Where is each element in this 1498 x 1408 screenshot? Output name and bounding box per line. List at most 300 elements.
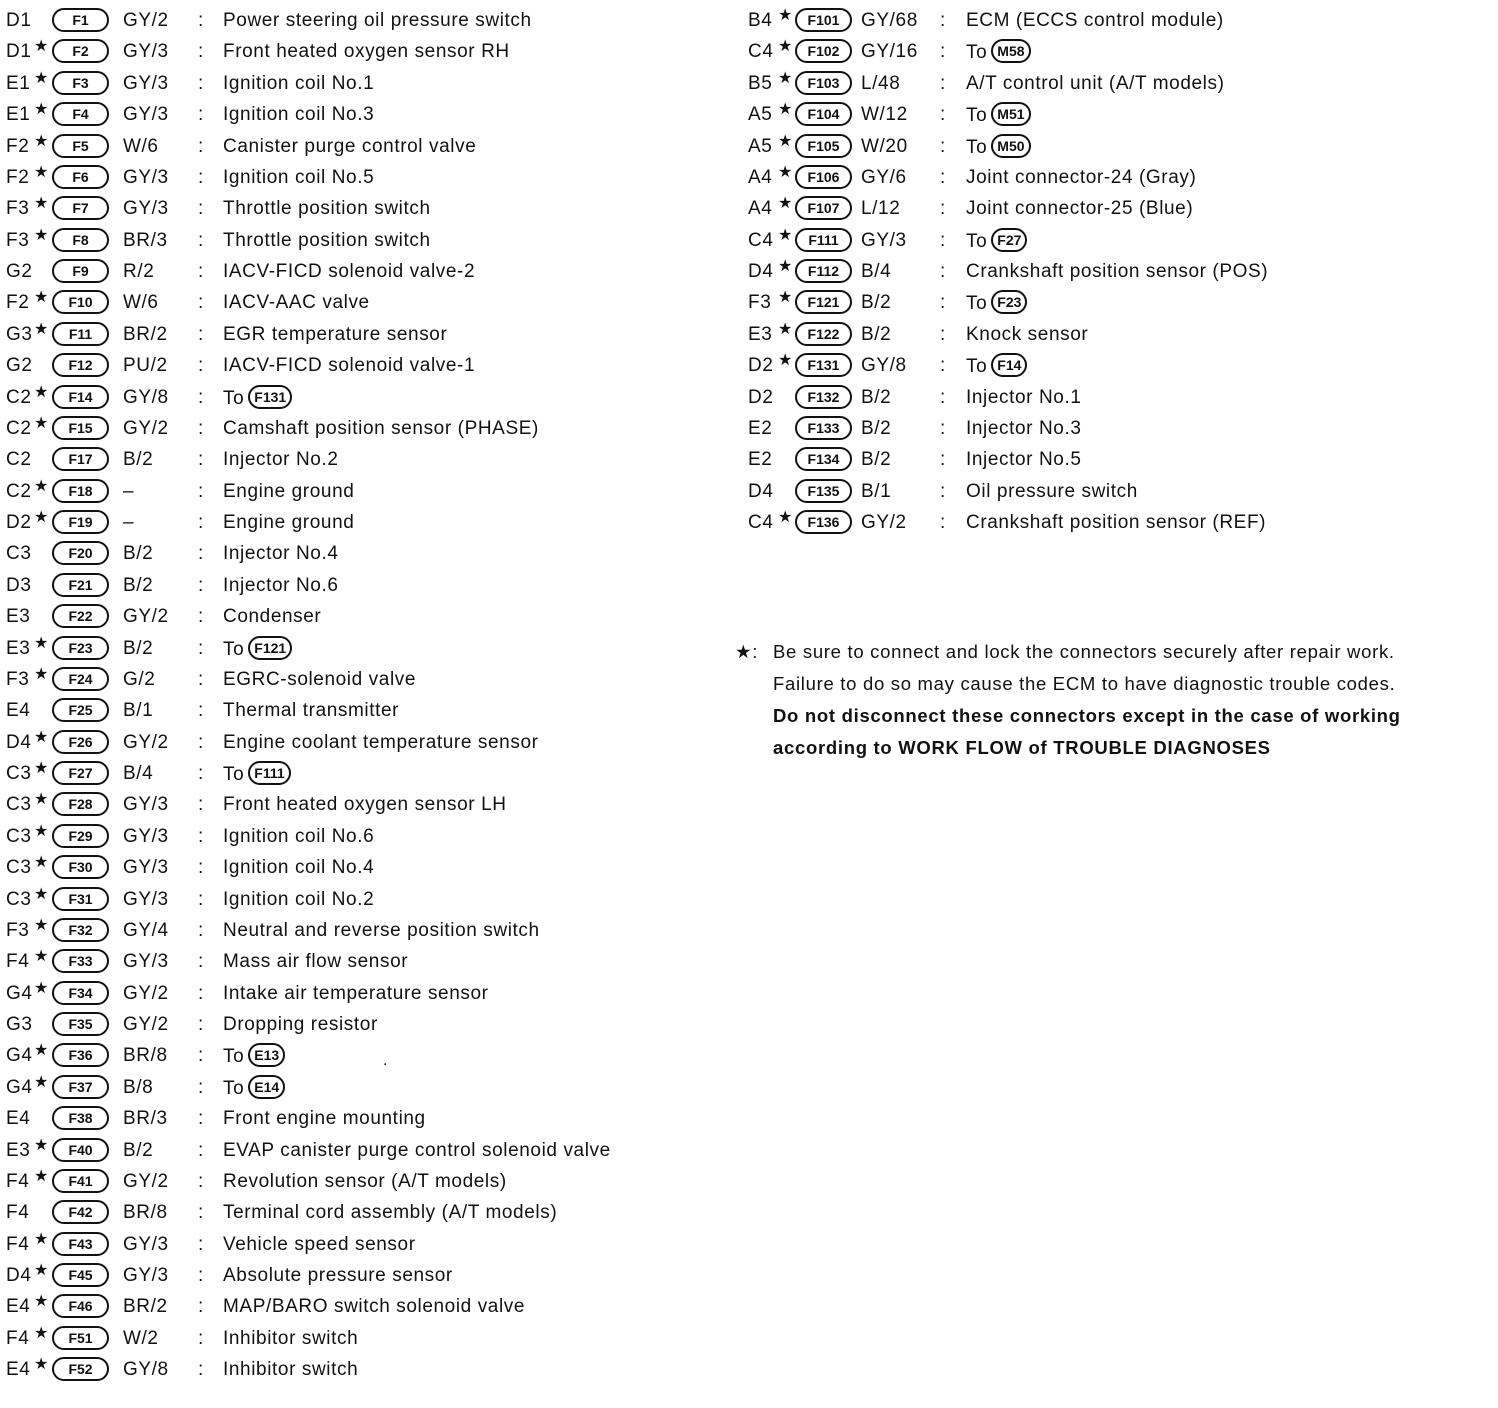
connector-description: [223, 1077, 285, 1101]
grid-reference: F3: [748, 292, 772, 314]
wire-color-pins: GY/2: [123, 982, 169, 1004]
grid-reference: G4: [6, 1045, 33, 1067]
wire-color-pins: GY/3: [123, 72, 169, 94]
connector-id-badge: F14: [52, 385, 109, 409]
grid-reference: G2: [6, 355, 33, 377]
note-bold-line-1: Do not disconnect these connectors except in the case of working: [773, 705, 1401, 726]
grid-reference: F4: [6, 1170, 30, 1192]
connector-id-wrap: [795, 8, 852, 32]
connector-id-badge: F112: [795, 259, 852, 283]
grid-reference: C2: [6, 449, 32, 471]
connector-id-wrap: [52, 353, 109, 377]
connector-description: [966, 230, 1027, 254]
separator-colon: :: [940, 261, 946, 282]
connector-id-wrap: [52, 165, 109, 189]
grid-reference: D4: [6, 731, 32, 753]
wire-color-pins: B/2: [123, 574, 154, 596]
connector-id-wrap: [52, 636, 109, 660]
grid-reference: E4: [6, 1359, 31, 1381]
connector-description: Canister purge control valve: [223, 135, 477, 157]
connector-description: IACV-FICD solenoid valve-2: [223, 261, 476, 282]
star-marker: ★: [34, 916, 49, 934]
star-marker: ★: [778, 132, 793, 150]
wire-color-pins: B/8: [123, 1076, 154, 1098]
connector-id-wrap: [52, 322, 109, 346]
connector-description: Throttle position switch: [223, 229, 431, 251]
connector-id-wrap: [52, 510, 109, 534]
connector-row: [6, 477, 726, 508]
connector-id-badge: F52: [52, 1357, 109, 1381]
separator-colon: :: [940, 166, 946, 188]
star-marker: ★: [34, 1136, 49, 1154]
connector-id-wrap: [52, 39, 109, 63]
wire-color-pins: L/48: [861, 72, 901, 94]
connector-id-badge: F101: [795, 8, 852, 32]
connector-id-wrap: [52, 259, 109, 283]
connector-id-badge: F20: [52, 541, 109, 565]
to-label: To: [966, 293, 988, 315]
wire-color-pins: G/2: [123, 668, 156, 690]
connector-id-wrap: [52, 1232, 109, 1256]
connector-id-badge: F2: [52, 39, 109, 63]
connector-id-badge: F131: [795, 353, 852, 377]
wire-color-pins: GY/16: [861, 41, 918, 63]
star-marker: ★: [34, 1324, 49, 1342]
star-marker: ★: [34, 1293, 49, 1311]
star-marker: ★: [34, 383, 49, 401]
star-marker: ★: [34, 760, 49, 777]
wire-color-pins: –: [123, 512, 135, 533]
grid-reference: B5: [748, 72, 773, 94]
grid-reference: F3: [6, 229, 30, 251]
separator-colon: :: [940, 10, 946, 31]
connector-row: [6, 1198, 726, 1229]
star-marker: ★: [778, 101, 793, 119]
wire-color-pins: W/6: [123, 135, 159, 157]
star-marker: ★: [34, 101, 49, 119]
connector-description: IACV-FICD solenoid valve-1: [223, 355, 476, 377]
wire-color-pins: GY/8: [123, 386, 169, 408]
connector-id-badge: F23: [52, 636, 109, 660]
star-marker: ★: [778, 38, 793, 56]
separator-colon: :: [198, 198, 204, 220]
wire-color-pins: R/2: [123, 261, 155, 282]
separator-colon: :: [198, 41, 204, 63]
connector-id-badge: F5: [52, 134, 109, 158]
grid-reference: D2: [748, 386, 774, 408]
grid-reference: E3: [6, 606, 31, 628]
grid-reference: E2: [748, 417, 773, 439]
connector-id-wrap: [795, 39, 852, 63]
connector-id-badge: F15: [52, 416, 109, 440]
connector-description: Crankshaft position sensor (REF): [966, 512, 1267, 533]
grid-reference: A4: [748, 198, 773, 220]
wire-color-pins: GY/2: [123, 731, 169, 753]
separator-colon: :: [198, 700, 204, 722]
to-label: To: [223, 1077, 245, 1099]
grid-reference: A4: [748, 166, 773, 188]
connector-description: [223, 387, 292, 411]
connector-id-badge: F41: [52, 1169, 109, 1193]
wire-color-pins: GY/3: [123, 104, 169, 126]
connector-row: [6, 602, 726, 633]
connector-id-badge: F34: [52, 981, 109, 1005]
grid-reference: A5: [748, 104, 773, 126]
connector-description: Front engine mounting: [223, 1108, 426, 1130]
grid-reference: D1: [6, 10, 32, 31]
connector-id-wrap: [52, 698, 109, 722]
star-marker: ★: [778, 163, 793, 181]
connector-id-wrap: [52, 1138, 109, 1162]
connector-row: [6, 885, 726, 916]
separator-colon: :: [198, 1170, 204, 1192]
star-marker: ★: [34, 728, 49, 746]
separator-colon: :: [198, 1202, 204, 1224]
connector-id-wrap: [52, 792, 109, 816]
connector-row: [748, 194, 1488, 225]
wire-color-pins: L/12: [861, 198, 901, 220]
connector-id-wrap: [795, 385, 852, 409]
wire-color-pins: W/6: [123, 292, 159, 314]
connector-id-wrap: [795, 353, 852, 377]
star-marker: ★: [34, 854, 49, 872]
separator-colon: :: [198, 1327, 204, 1349]
separator-colon: :: [940, 41, 946, 63]
connector-row: [6, 1104, 726, 1135]
wire-color-pins: B/1: [861, 480, 892, 502]
connector-description: Vehicle speed sensor: [223, 1233, 416, 1255]
connector-id-wrap: [52, 71, 109, 95]
grid-reference: C4: [748, 229, 774, 251]
connector-id-badge: F122: [795, 322, 852, 346]
grid-reference: F2: [6, 166, 30, 188]
grid-reference: F2: [6, 135, 30, 157]
connector-id-badge: F104: [795, 102, 852, 126]
connector-row: [748, 257, 1488, 288]
separator-colon: :: [940, 480, 946, 502]
connector-id-wrap: [52, 385, 109, 409]
star-marker: ★: [34, 163, 49, 181]
grid-reference: E3: [6, 1139, 31, 1161]
grid-reference: G4: [6, 1076, 33, 1098]
grid-reference: C2: [6, 480, 32, 502]
separator-colon: :: [198, 480, 204, 502]
star-marker: ★: [34, 1230, 49, 1248]
connector-description: Throttle position switch: [223, 198, 431, 220]
connector-row: [748, 37, 1488, 68]
note-line-2: Failure to do so may cause the ECM to have diagnostic trouble codes.: [773, 673, 1396, 694]
connector-row: [6, 1073, 726, 1104]
connector-id-badge: F133: [795, 416, 852, 440]
connector-id-badge: F132: [795, 385, 852, 409]
connector-row: [6, 1041, 726, 1072]
connector-id-wrap: [52, 1200, 109, 1224]
connector-description: EVAP canister purge control solenoid valve: [223, 1139, 611, 1161]
connector-description: A/T control unit (A/T models): [966, 72, 1225, 94]
connector-note: [735, 636, 1495, 764]
connector-row: [6, 571, 726, 602]
to-label: To: [966, 105, 988, 127]
connector-id-badge: F135: [795, 479, 852, 503]
separator-colon: :: [940, 323, 946, 345]
grid-reference: C2: [6, 417, 32, 439]
separator-colon: :: [198, 323, 204, 345]
connector-description: Terminal cord assembly (A/T models): [223, 1202, 558, 1224]
connector-description: Ignition coil No.4: [223, 857, 375, 879]
connector-id-wrap: [52, 228, 109, 252]
star-marker: ★: [34, 132, 49, 150]
connector-id-wrap: [52, 573, 109, 597]
grid-reference: G3: [6, 1014, 33, 1035]
connector-id-wrap: [52, 824, 109, 848]
wire-color-pins: GY/3: [123, 857, 169, 879]
separator-colon: :: [198, 1233, 204, 1255]
wire-color-pins: GY/2: [861, 512, 907, 533]
connector-description: [966, 355, 1027, 379]
separator-colon: :: [198, 763, 204, 784]
wire-color-pins: GY/3: [123, 794, 169, 816]
separator-colon: :: [198, 1076, 204, 1098]
connector-id-badge: F102: [795, 39, 852, 63]
separator-colon: :: [940, 292, 946, 314]
connector-row: [6, 383, 726, 414]
connector-description: [223, 763, 291, 787]
connector-id-wrap: [795, 290, 852, 314]
connector-description: IACV-AAC valve: [223, 292, 370, 314]
connector-row: [748, 6, 1488, 37]
connector-id-wrap: [795, 134, 852, 158]
separator-colon: :: [198, 606, 204, 628]
grid-reference: E2: [748, 449, 773, 471]
star-marker: ★: [34, 69, 49, 87]
connector-description: Crankshaft position sensor (POS): [966, 261, 1269, 282]
connector-row: [6, 634, 726, 665]
wire-color-pins: BR/8: [123, 1045, 168, 1067]
star-marker: ★: [34, 226, 49, 244]
connector-description: MAP/BARO switch solenoid valve: [223, 1296, 526, 1318]
connector-id-badge: F28: [52, 792, 109, 816]
connector-id-badge: F105: [795, 134, 852, 158]
separator-colon: :: [940, 417, 946, 439]
connector-id-badge: F17: [52, 447, 109, 471]
connector-row: [6, 853, 726, 884]
wire-color-pins: BR/8: [123, 1202, 168, 1224]
separator-colon: :: [940, 135, 946, 157]
star-marker: ★: [778, 7, 793, 24]
wire-color-pins: GY/2: [123, 417, 169, 439]
wire-color-pins: GY/3: [123, 41, 169, 63]
wire-color-pins: GY/3: [123, 198, 169, 220]
connector-id-badge: F51: [52, 1326, 109, 1350]
wire-color-pins: B/2: [123, 1139, 154, 1161]
grid-reference: D2: [748, 355, 774, 377]
star-marker: ★: [778, 509, 793, 526]
wire-color-pins: BR/2: [123, 323, 168, 345]
connector-id-wrap: [52, 730, 109, 754]
grid-reference: C4: [748, 41, 774, 63]
connector-row: [748, 508, 1488, 539]
connector-id-badge: F134: [795, 447, 852, 471]
connector-id-wrap: [52, 1326, 109, 1350]
connector-row: [6, 100, 726, 131]
connector-id-wrap: [52, 102, 109, 126]
to-label: To: [966, 136, 988, 158]
connector-row: [6, 979, 726, 1010]
separator-colon: :: [198, 794, 204, 816]
grid-reference: F3: [6, 919, 30, 941]
separator-colon: :: [940, 386, 946, 408]
star-marker: ★: [778, 352, 793, 370]
connector-id-badge: F42: [52, 1200, 109, 1224]
wire-color-pins: B/4: [123, 763, 154, 784]
connector-description: [966, 136, 1031, 160]
connector-description: Condenser: [223, 606, 322, 628]
connector-id-wrap: [52, 1263, 109, 1287]
connector-id-wrap: [795, 196, 852, 220]
connector-description: Knock sensor: [966, 323, 1089, 345]
grid-reference: G3: [6, 323, 33, 345]
connector-row: [6, 1324, 726, 1355]
target-connector-badge: F131: [248, 385, 292, 409]
connector-row: [748, 226, 1488, 257]
connector-id-wrap: [795, 259, 852, 283]
wire-color-pins: BR/3: [123, 229, 168, 251]
grid-reference: G2: [6, 261, 33, 282]
star-marker: ★: [34, 477, 49, 495]
separator-colon: :: [198, 731, 204, 753]
star-marker: ★: [34, 822, 49, 840]
connector-id-badge: F22: [52, 604, 109, 628]
connector-description: Ignition coil No.5: [223, 166, 375, 188]
connector-id-badge: F111: [795, 228, 852, 252]
connector-id-wrap: [52, 1012, 109, 1036]
wire-color-pins: BR/3: [123, 1108, 168, 1130]
star-marker: ★: [34, 1356, 49, 1374]
separator-colon: :: [198, 1359, 204, 1381]
connector-description: Engine coolant temperature sensor: [223, 731, 539, 753]
connector-id-badge: F37: [52, 1075, 109, 1099]
connector-row: [6, 257, 726, 288]
wire-color-pins: GY/2: [123, 10, 169, 31]
grid-reference: D4: [748, 480, 774, 502]
connector-id-wrap: [52, 761, 109, 785]
wire-color-pins: B/2: [861, 417, 892, 439]
star-marker: ★: [34, 979, 49, 997]
target-connector-badge: F23: [991, 290, 1027, 314]
connector-row: [6, 226, 726, 257]
separator-colon: :: [198, 512, 204, 533]
wire-color-pins: GY/6: [861, 166, 907, 188]
note-line-1: Be sure to connect and lock the connectors securely after repair work.: [773, 641, 1395, 662]
connector-row: [6, 288, 726, 319]
connector-row: [6, 947, 726, 978]
separator-colon: :: [940, 229, 946, 251]
target-connector-badge: M51: [991, 102, 1030, 126]
connector-row: [6, 132, 726, 163]
connector-description: Injector No.3: [966, 417, 1082, 439]
wire-color-pins: W/2: [123, 1327, 159, 1349]
star-marker: ★: [34, 1262, 49, 1279]
connector-row: [748, 132, 1488, 163]
star-marker: ★: [778, 289, 793, 307]
connector-row: [748, 100, 1488, 131]
to-label: To: [966, 356, 988, 378]
connector-id-wrap: [52, 134, 109, 158]
wire-color-pins: PU/2: [123, 355, 168, 377]
connector-id-wrap: [795, 447, 852, 471]
connector-row: [6, 69, 726, 100]
separator-colon: :: [198, 1045, 204, 1067]
target-connector-badge: F27: [991, 228, 1027, 252]
grid-reference: C2: [6, 386, 32, 408]
connector-description: Inhibitor switch: [223, 1327, 359, 1349]
separator-colon: :: [198, 135, 204, 157]
star-marker: ★: [34, 885, 49, 903]
connector-id-wrap: [52, 918, 109, 942]
grid-reference: C3: [6, 794, 32, 816]
wire-color-pins: GY/3: [123, 1233, 169, 1255]
connector-id-badge: F24: [52, 667, 109, 691]
connector-row: [6, 1136, 726, 1167]
connector-id-badge: F136: [795, 510, 852, 534]
left-connector-list: [6, 6, 726, 1387]
connector-description: [223, 1045, 285, 1069]
wire-color-pins: B/1: [123, 700, 154, 722]
connector-id-wrap: [52, 1043, 109, 1067]
grid-reference: F3: [6, 198, 30, 220]
star-marker: ★: [778, 226, 793, 244]
grid-reference: F4: [6, 951, 30, 973]
connector-row: [6, 665, 726, 696]
wire-color-pins: GY/3: [123, 951, 169, 973]
connector-id-badge: F9: [52, 259, 109, 283]
to-label: To: [966, 230, 988, 252]
note-star-marker: ★:: [735, 641, 759, 662]
wire-color-pins: W/20: [861, 135, 908, 157]
target-connector-badge: E14: [248, 1075, 285, 1099]
connector-id-badge: F7: [52, 196, 109, 220]
target-connector-badge: F111: [248, 761, 290, 785]
separator-colon: :: [940, 512, 946, 533]
target-connector-badge: M50: [991, 134, 1030, 158]
connector-id-badge: F11: [52, 322, 109, 346]
separator-colon: :: [198, 888, 204, 910]
connector-id-badge: F18: [52, 479, 109, 503]
grid-reference: E4: [6, 1108, 31, 1130]
connector-description: Injector No.2: [223, 449, 339, 471]
note-bold-line-2: according to WORK FLOW of TROUBLE DIAGNOSES: [773, 737, 1271, 758]
connector-row: [6, 351, 726, 382]
separator-colon: :: [198, 857, 204, 879]
connector-id-wrap: [52, 887, 109, 911]
connector-id-wrap: [52, 1075, 109, 1099]
to-label: To: [223, 638, 245, 660]
connector-id-wrap: [52, 196, 109, 220]
connector-description: Injector No.1: [966, 386, 1082, 408]
separator-colon: :: [198, 982, 204, 1004]
grid-reference: C3: [6, 857, 32, 879]
connector-row: [748, 383, 1488, 414]
star-marker: ★: [34, 414, 49, 432]
connector-row: [6, 759, 726, 790]
connector-row: [748, 288, 1488, 319]
connector-id-badge: F121: [795, 290, 852, 314]
connector-id-wrap: [795, 71, 852, 95]
grid-reference: D1: [6, 41, 32, 63]
connector-row: [748, 414, 1488, 445]
grid-reference: C3: [6, 543, 32, 565]
connector-id-badge: F43: [52, 1232, 109, 1256]
